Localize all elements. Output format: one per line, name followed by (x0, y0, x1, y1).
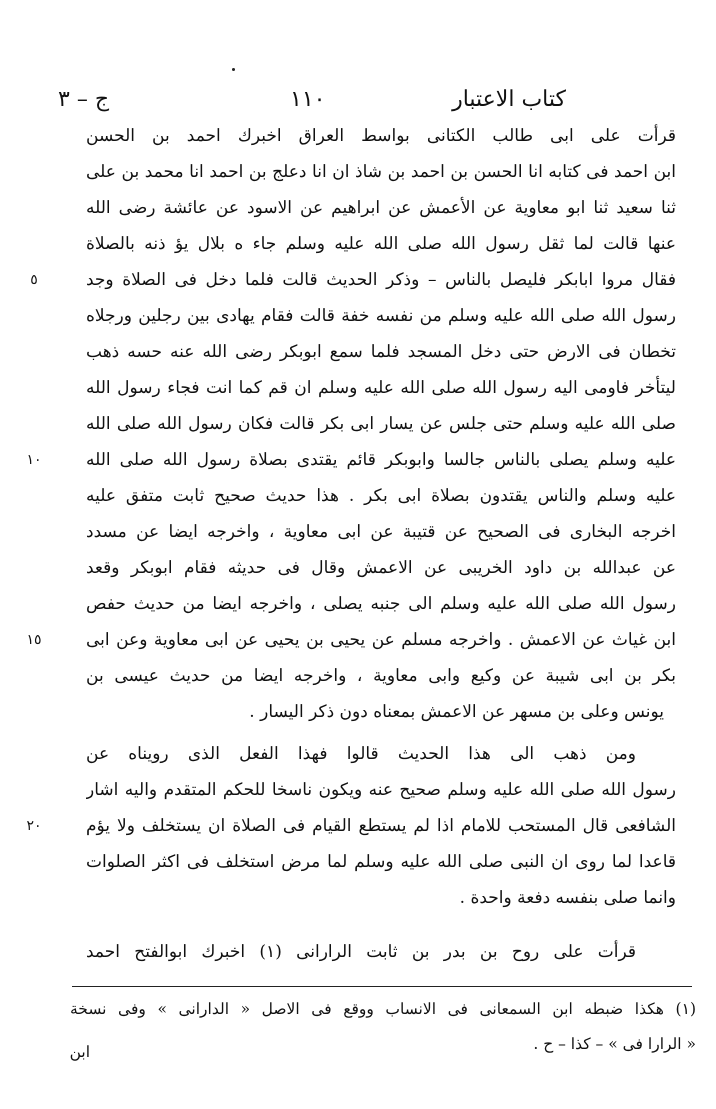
body-line: وانما صلى بنفسه دفعة واحدة . (459, 888, 676, 908)
footnote-line: (١) هكذا ضبطه ابن السمعانى فى الانساب ووقع فى الاصل « الدارانى » وفى نسخة (70, 1000, 696, 1018)
body-line: ثنا سعيد ثنا ابو معاوية عن الأعمش عن ابراهيم عن الاسود عن عائشة رضى الله (86, 198, 676, 218)
body-line: ومن ذهب الى هذا الحديث قالوا فهذا الفعل الذى رويناه عن (86, 744, 636, 764)
body-line: فقال مروا ابابكر فليصل بالناس – وذكر الحديث قالت فلما دخل فى الصلاة وجد (86, 270, 676, 290)
body-line: ليتأخر فاومى اليه رسول الله صلى الله عليه وسلم ان قم كما انت فجاء رسول الله (86, 378, 676, 398)
body-line: صلى الله عليه وسلم حتى جلس عن يسار ابى بكر قالت فكان رسول الله صلى الله (86, 414, 676, 434)
body-line: بكر بن ابى شيبة عن وكيع وابى معاوية ، واخرجه ايضا من حديث عيسى بن (86, 666, 676, 686)
body-line: رسول الله صلى الله عليه وسلم صحيح عنه ويكون ناسخا للحكم المتقدم واليه اشار (86, 780, 676, 800)
part-number: ج – ٣ (58, 87, 110, 112)
body-line: قاعدا لما روى ان النبى صلى الله عليه وسلم لما مرض استخلف فى اكثر الصلوات (86, 852, 676, 872)
body-line: رسول الله صلى الله عليه وسلم من نفسه خفة قالت فقام يهادى بين رجلين ورجلاه (86, 306, 676, 326)
body-line: ابن احمد فى كتابه انا الحسن بن احمد بن شاذ ان انا دعلج بن احمد انا محمد بن علی (86, 162, 676, 182)
body-line: رسول الله صلى الله عليه وسلم الى جنبه يصلى ، واخرجه ايضا من حديث حفص (86, 594, 676, 614)
running-title: كتاب الاعتبار (452, 87, 566, 112)
body-line: تخطان فى الارض حتى دخل المسجد فلما سمع ابوبكر رضى الله عنه حسه ذهب (86, 342, 676, 362)
catchword: ابن (69, 1043, 90, 1061)
ink-speck (232, 68, 235, 71)
body-line: عليه وسلم والناس يقتدون بصلاة ابى بكر . هذا حديث صحيح ثابت متفق عليه (86, 486, 676, 506)
line-number-marker: ١٠ (26, 452, 42, 468)
line-number-marker: ١٥ (26, 632, 42, 648)
body-line: قرأت على روح بن بدر بن ثابت الرارانى (١) اخبرك ابوالفتح احمد (86, 942, 636, 962)
line-number-marker: ٢٠ (26, 818, 42, 834)
footnote-line: « الرارا فى » – كذا – ح . (533, 1035, 696, 1053)
body-line: ابن غياث عن الاعمش . واخرجه مسلم عن يحيى بن يحيى عن ابى معاوية وعن ابى (86, 630, 676, 650)
line-number-marker: ٥ (30, 272, 38, 288)
body-line: الشافعى قال المستحب للامام اذا لم يستطع القيام فى الصلاة ان يستخلف ولا يؤم (86, 816, 676, 836)
body-line: عنها قالت لما ثقل رسول الله صلى الله عليه وسلم جاء ه بلال يؤ ذنه بالصلاة (86, 234, 676, 254)
body-line: عن عبدالله بن داود الخريبى عن الاعمش وقال فى حديثه فقام ابوبكر وقعد (86, 558, 676, 578)
page-number: ١١٠ (290, 87, 326, 112)
body-line: يونس وعلى بن مسهر عن الاعمش بمعناه دون ذكر اليسار . (249, 702, 664, 722)
body-line: اخرجه البخارى فى الصحيح عن قتيبة عن ابى معاوية ، واخرجه ايضا عن مسدد (86, 522, 676, 542)
body-line: قرأت على ابى طالب الكتانى بواسط العراق اخبرك احمد بن الحسن (86, 126, 676, 146)
footnote-separator (72, 986, 692, 987)
body-line: عليه وسلم يصلى بالناس جالسا وابوبكر قائم يقتدى بصلاة رسول الله صلى الله (86, 450, 676, 470)
